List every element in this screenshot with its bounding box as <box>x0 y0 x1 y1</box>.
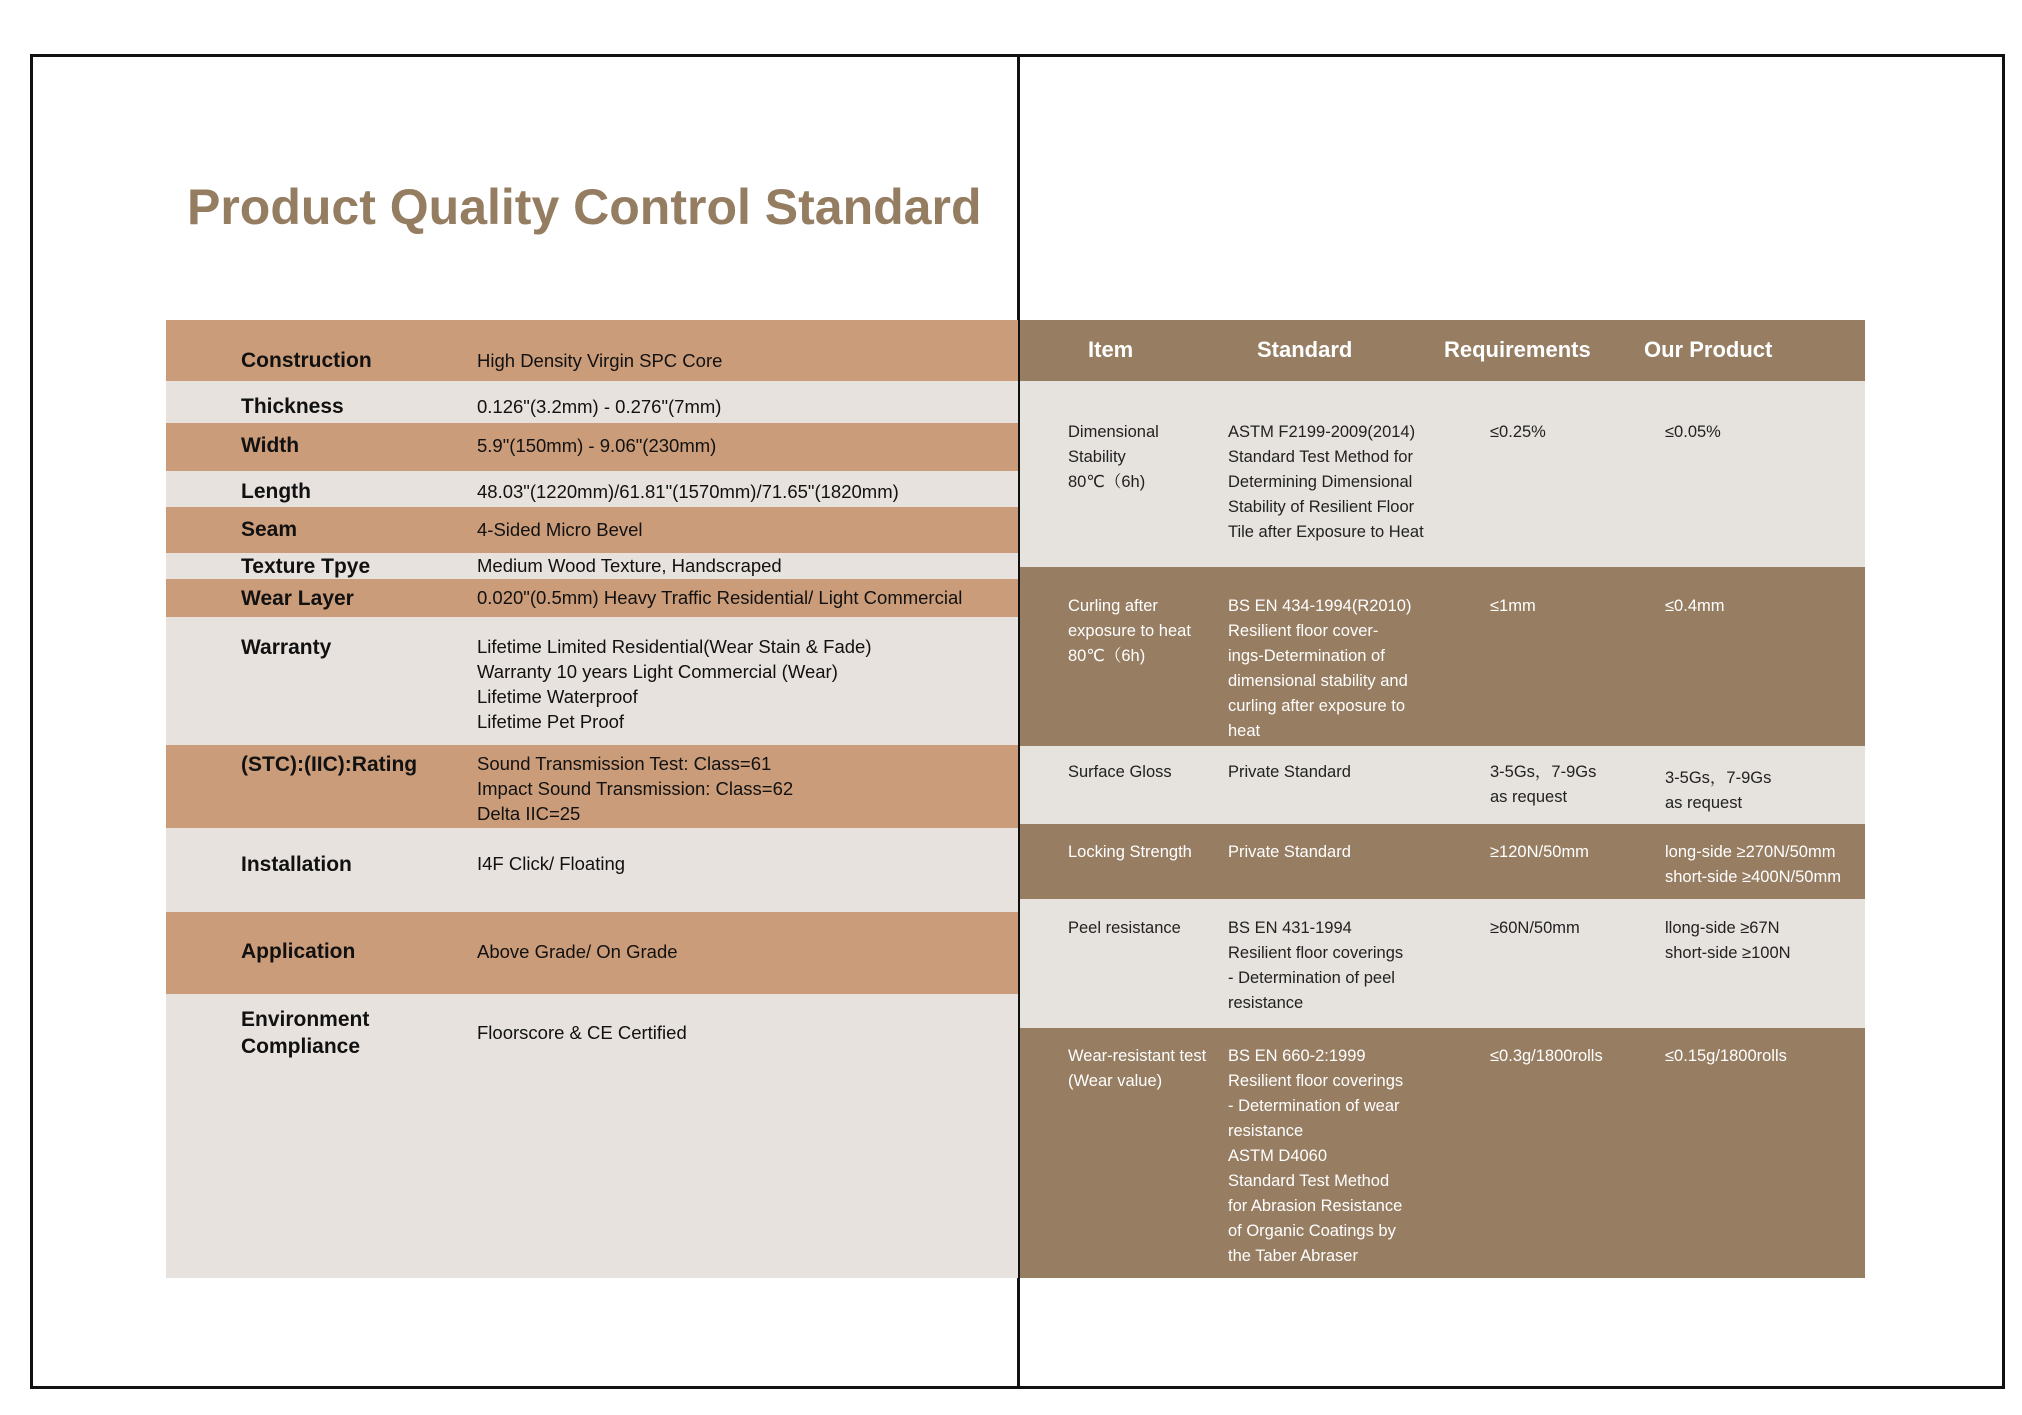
cell-standard <box>1228 760 1351 785</box>
header-standard: Standard <box>1257 337 1353 362</box>
cell-line: Surface Gloss <box>1068 763 1172 781</box>
spec-label: Width <box>241 434 300 457</box>
spec-value-line: 5.9"(150mm) - 9.06"(230mm) <box>477 435 717 456</box>
spec-value-line: Lifetime Waterproof <box>477 686 638 707</box>
cell-our-product <box>1665 1044 1787 1069</box>
spec-value <box>477 751 793 826</box>
cell-our-product <box>1665 840 1841 890</box>
cell-line: ASTM F2199-2009(2014) <box>1228 423 1416 441</box>
spec-row-length <box>166 471 1018 507</box>
cell-line: long-side ≥270N/50mm <box>1665 843 1836 861</box>
cell-line: of Organic Coatings by <box>1228 1222 1396 1240</box>
cell-line: Private Standard <box>1228 763 1351 781</box>
table-row <box>1020 1028 1865 1278</box>
spec-value <box>477 433 716 458</box>
spec-value-line: 48.03"(1220mm)/61.81"(1570mm)/71.65"(1820mm) <box>477 481 899 502</box>
spec-value <box>477 348 722 373</box>
cell-line: ≤0.25% <box>1490 423 1546 441</box>
cell-line: 3-5Gs，7-9Gs <box>1490 763 1597 781</box>
specifications-table <box>166 320 1018 1278</box>
spec-value <box>477 553 782 578</box>
spec-row-warranty <box>166 617 1018 745</box>
cell-line: Standard Test Method for <box>1228 448 1413 466</box>
cell-line: Dimensional <box>1068 423 1159 441</box>
cell-line: heat <box>1228 722 1261 740</box>
spec-label: Application <box>241 940 356 963</box>
cell-item <box>1068 1044 1206 1094</box>
spec-value-line: Floorscore & CE Certified <box>477 1022 687 1043</box>
cell-our-product <box>1665 916 1791 966</box>
cell-line: - Determination of wear <box>1228 1097 1400 1115</box>
standards-table-header <box>1020 320 1865 381</box>
spec-value <box>477 634 872 734</box>
cell-line: ≤0.05% <box>1665 423 1721 441</box>
spec-label: (STC):(IIC):Rating <box>241 753 418 776</box>
standards-table <box>1020 320 1865 1278</box>
spec-value-line: Delta IIC=25 <box>477 803 581 824</box>
cell-line: ≤0.3g/1800rolls <box>1490 1047 1603 1065</box>
cell-standard <box>1228 420 1424 545</box>
cell-item <box>1068 760 1172 785</box>
spec-value-line: 0.020"(0.5mm) Heavy Traffic Residential/ Light Commercial <box>477 587 963 608</box>
spec-value-line: Sound Transmission Test: Class=61 <box>477 753 772 774</box>
cell-requirements <box>1490 760 1596 810</box>
cell-item <box>1068 840 1192 865</box>
spec-row-thickness <box>166 381 1018 423</box>
spec-value-line: Medium Wood Texture, Handscraped <box>477 555 782 576</box>
spec-value <box>477 394 721 419</box>
spec-value-line: Impact Sound Transmission: Class=62 <box>477 778 794 799</box>
cell-standard <box>1228 916 1403 1016</box>
cell-standard <box>1228 840 1351 865</box>
cell-line: Peel resistance <box>1068 919 1181 937</box>
table-row <box>1020 899 1865 1028</box>
cell-line: Resilient floor coverings <box>1228 944 1404 962</box>
header-item: Item <box>1088 337 1134 362</box>
spec-label: Environment Compliance <box>241 1008 370 1058</box>
spec-label: Thickness <box>241 395 344 418</box>
spec-value-line: Warranty 10 years Light Commercial (Wear) <box>477 661 838 682</box>
cell-our-product <box>1665 766 1771 816</box>
cell-line: - Determination of peel <box>1228 969 1395 987</box>
cell-line: short-side ≥100N <box>1665 944 1791 962</box>
spec-row-rating <box>166 745 1018 828</box>
cell-line: Wear-resistant test <box>1068 1047 1207 1065</box>
cell-line: ≤1mm <box>1490 597 1536 615</box>
cell-line: Stability <box>1068 448 1126 466</box>
cell-line: Stability of Resilient Floor <box>1228 498 1415 516</box>
spec-label: Warranty <box>241 636 332 659</box>
table-row <box>1020 381 1865 567</box>
cell-line: BS EN 660-2:1999 <box>1228 1047 1366 1065</box>
page-title: Product Quality Control Standard <box>187 179 982 235</box>
cell-line: Private Standard <box>1228 843 1351 861</box>
cell-line: for Abrasion Resistance <box>1228 1197 1403 1215</box>
spec-value <box>477 939 678 964</box>
cell-item <box>1068 594 1191 669</box>
cell-line: Resilient floor coverings <box>1228 1072 1404 1090</box>
table-row <box>1020 746 1865 824</box>
spec-label: Wear Layer <box>241 587 354 610</box>
cell-item <box>1068 420 1159 495</box>
cell-requirements <box>1490 420 1546 445</box>
cell-line: dimensional stability and <box>1228 672 1408 690</box>
cell-requirements <box>1490 594 1536 619</box>
cell-line: exposure to heat <box>1068 622 1191 640</box>
spec-row-width <box>166 423 1018 471</box>
cell-line: Curling after <box>1068 597 1158 615</box>
cell-line: as request <box>1490 788 1568 806</box>
cell-item <box>1068 916 1181 941</box>
spec-value <box>477 517 643 542</box>
cell-standard <box>1228 594 1411 744</box>
spec-value-line: I4F Click/ Floating <box>477 853 626 874</box>
cell-line: BS EN 431-1994 <box>1228 919 1352 937</box>
spec-value <box>477 851 625 876</box>
cell-line: Determining Dimensional <box>1228 473 1413 491</box>
cell-line: short-side ≥400N/50mm <box>1665 868 1841 886</box>
cell-line: Resilient floor cover- <box>1228 622 1379 640</box>
cell-line: Locking Strength <box>1068 843 1192 861</box>
spec-label: Installation <box>241 853 352 876</box>
cell-line: as request <box>1665 794 1743 812</box>
cell-our-product <box>1665 594 1724 619</box>
cell-line: 80℃（6h) <box>1068 473 1146 491</box>
spec-value-line: 4-Sided Micro Bevel <box>477 519 643 540</box>
cell-line: ≥60N/50mm <box>1490 919 1580 937</box>
spec-label: Length <box>241 480 311 503</box>
cell-line: 80℃（6h) <box>1068 647 1146 665</box>
cell-line: resistance <box>1228 994 1304 1012</box>
spec-value-line: High Density Virgin SPC Core <box>477 350 723 371</box>
cell-line: ≤0.4mm <box>1665 597 1725 615</box>
cell-line: ≤0.15g/1800rolls <box>1665 1047 1787 1065</box>
spec-value <box>477 1020 687 1045</box>
cell-line: llong-side ≥67N <box>1665 919 1780 937</box>
spec-value-line: Lifetime Limited Residential(Wear Stain & Fade) <box>477 636 872 657</box>
spec-row-texture <box>166 553 1018 579</box>
cell-line: curling after exposure to <box>1228 697 1406 715</box>
cell-line: ings-Determination of <box>1228 647 1385 665</box>
cell-standard <box>1228 1044 1403 1269</box>
cell-requirements <box>1490 916 1580 941</box>
spec-value <box>477 585 962 610</box>
cell-line: (Wear value) <box>1068 1072 1163 1090</box>
cell-line: ASTM D4060 <box>1228 1147 1328 1165</box>
cell-line: Tile after Exposure to Heat <box>1228 523 1424 541</box>
spec-value-line: Above Grade/ On Grade <box>477 941 678 962</box>
spec-row-construction <box>166 320 1018 381</box>
spec-row-installation <box>166 828 1018 912</box>
cell-our-product <box>1665 420 1721 445</box>
spec-value <box>477 479 899 504</box>
cell-line: BS EN 434-1994(R2010) <box>1228 597 1412 615</box>
cell-requirements <box>1490 840 1589 865</box>
spec-row-wear-layer <box>166 579 1018 617</box>
header-requirements: Requirements <box>1444 337 1591 362</box>
cell-line: ≥120N/50mm <box>1490 843 1589 861</box>
table-row <box>1020 824 1865 899</box>
spec-label: Texture Tpye <box>241 555 371 578</box>
spec-label: Construction <box>241 349 372 372</box>
cell-line: resistance <box>1228 1122 1304 1140</box>
table-row <box>1020 567 1865 746</box>
spec-row-application <box>166 912 1018 994</box>
spec-row-seam <box>166 507 1018 553</box>
cell-line: the Taber Abraser <box>1228 1247 1358 1265</box>
cell-line: Standard Test Method <box>1228 1172 1390 1190</box>
cell-requirements <box>1490 1044 1603 1069</box>
header-our-product: Our Product <box>1644 337 1773 362</box>
spec-value-line: 0.126"(3.2mm) - 0.276"(7mm) <box>477 396 722 417</box>
spec-label: Seam <box>241 518 298 541</box>
spec-row-environment <box>166 994 1018 1278</box>
spec-value-line: Lifetime Pet Proof <box>477 711 625 732</box>
cell-line: 3-5Gs，7-9Gs <box>1665 769 1772 787</box>
